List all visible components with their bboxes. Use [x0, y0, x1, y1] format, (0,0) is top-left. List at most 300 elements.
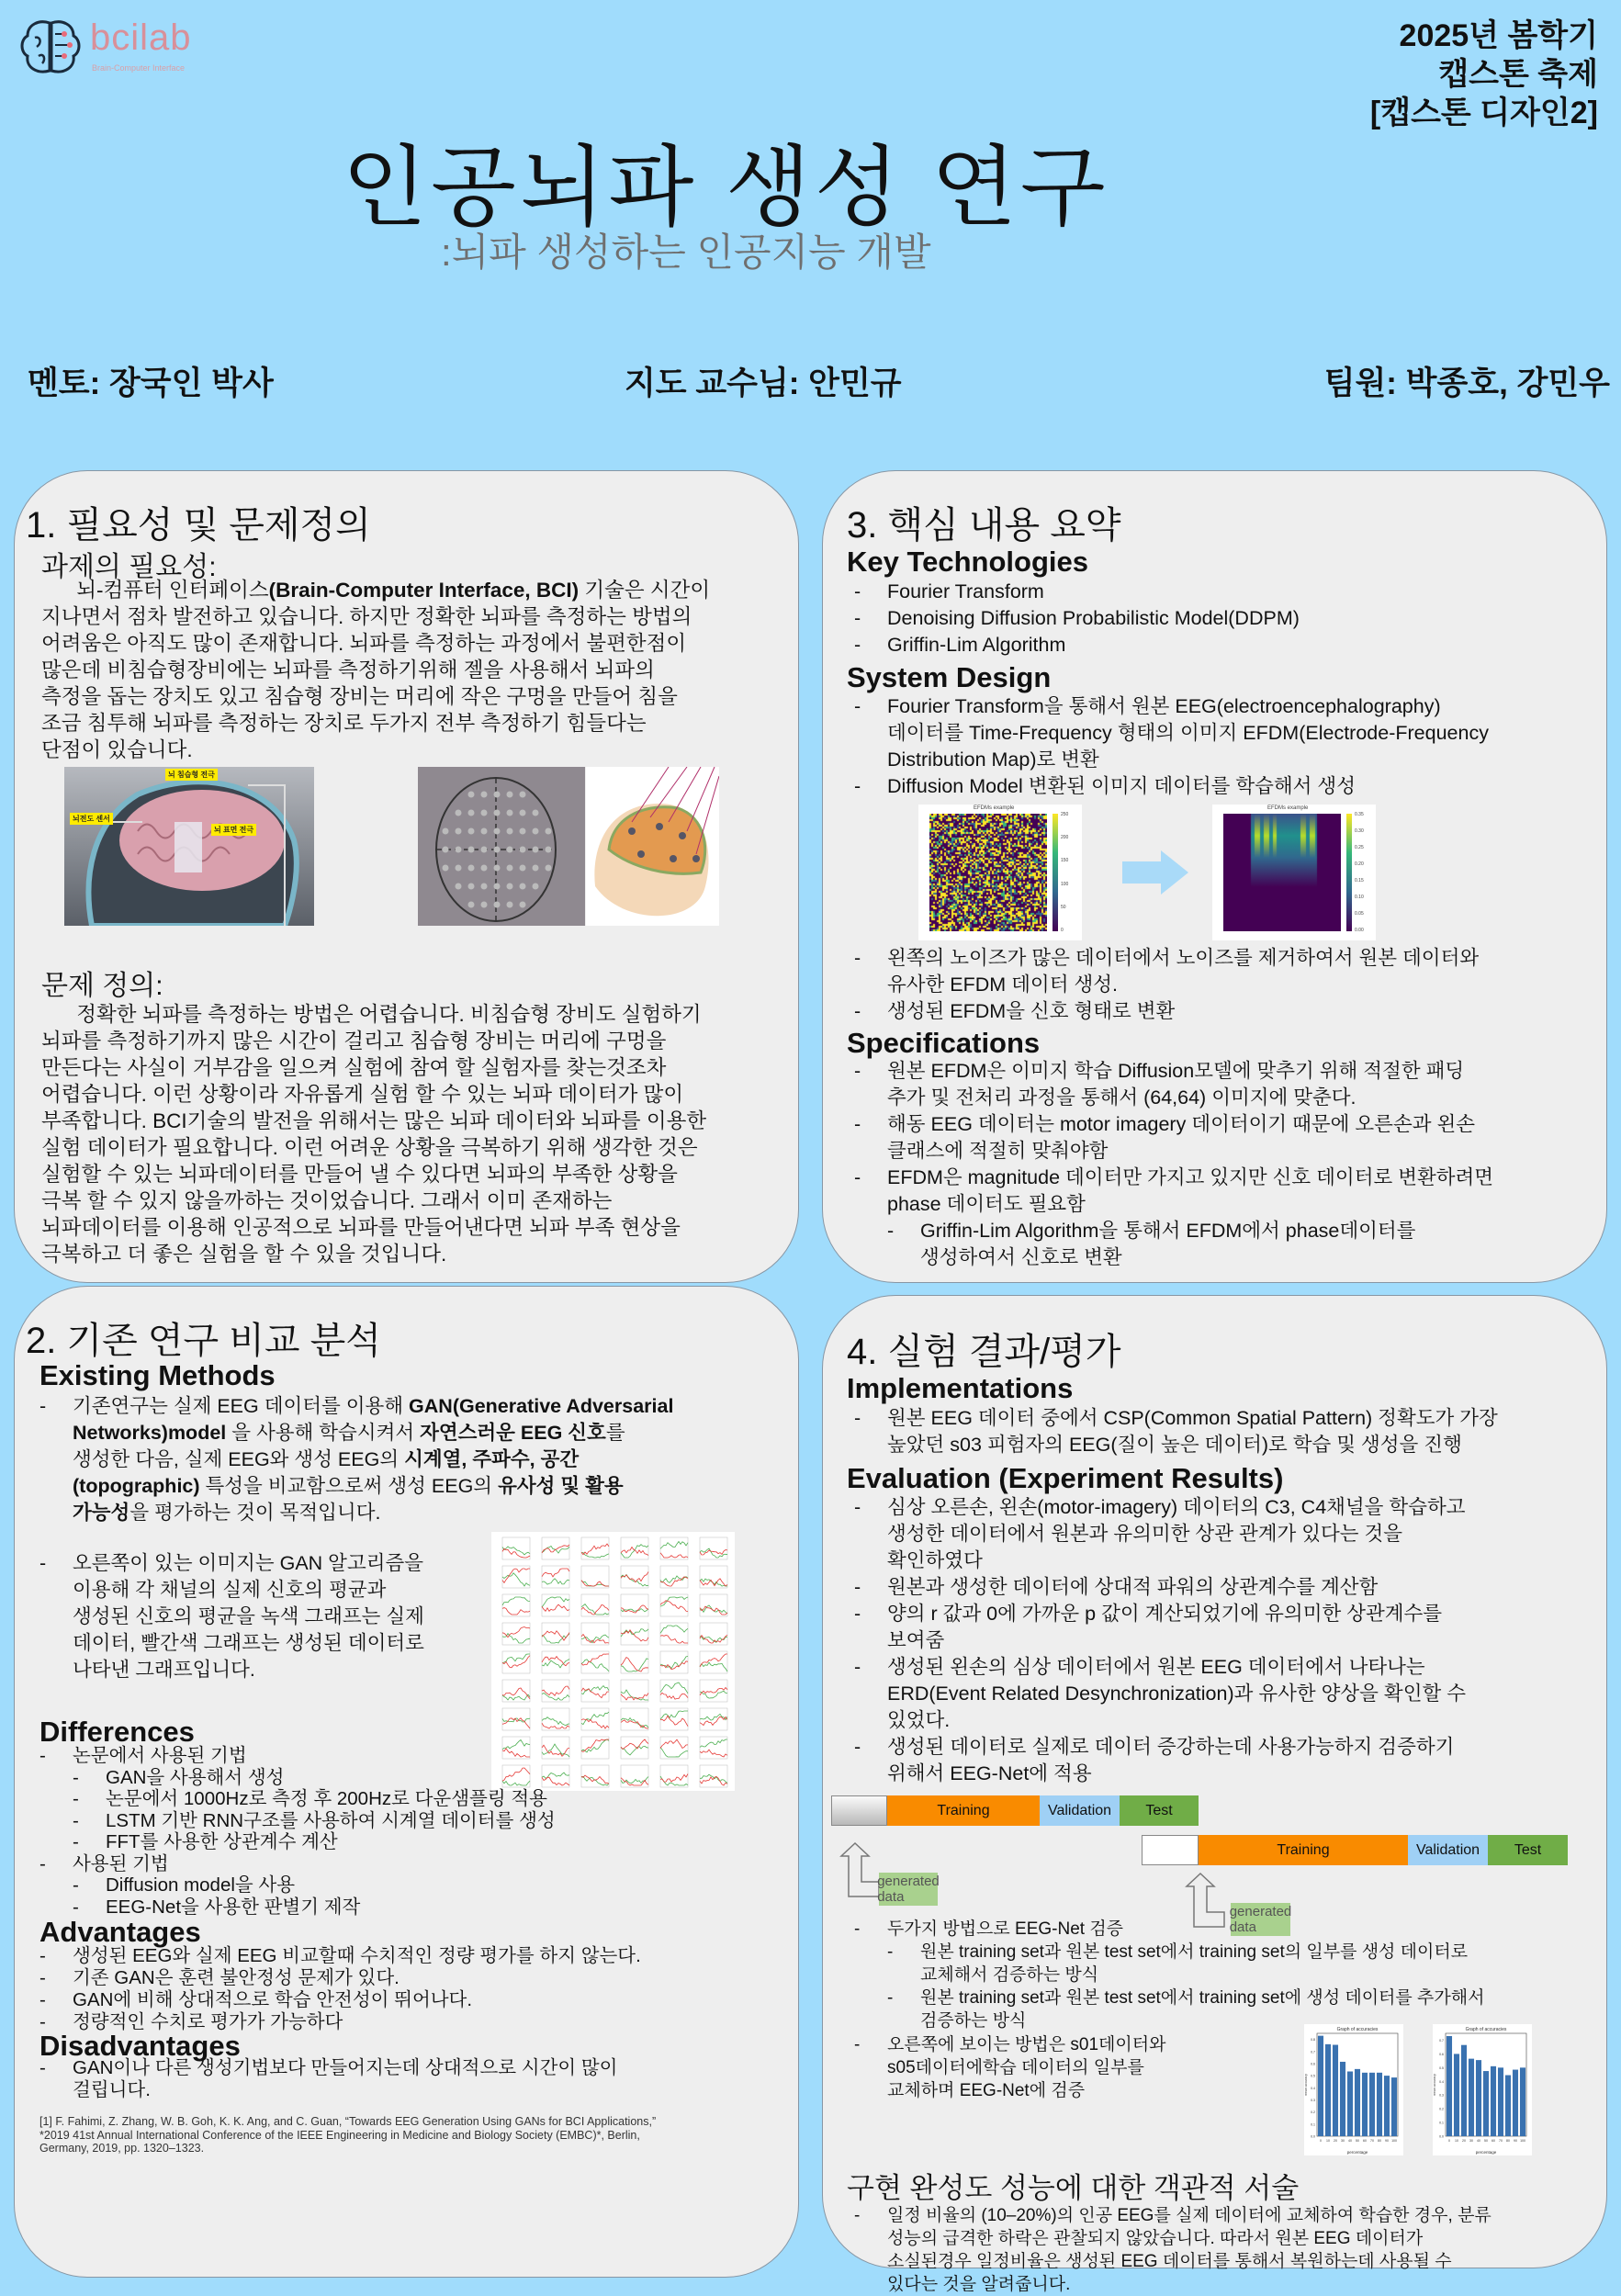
- bold-text: (Brain-Computer Interface, BCI): [268, 579, 580, 602]
- text-line: [41, 577, 710, 603]
- text-line: 만든다는 사실이 거부감을 일으켜 실험에 참여 할 실험자를 찾는것조차: [41, 1056, 667, 1079]
- generated-data-label: generated data: [877, 1874, 940, 1905]
- electrode-dot: [546, 865, 552, 872]
- generated-signal-line: [700, 1777, 727, 1786]
- x-tick-label: 30: [1341, 2139, 1345, 2143]
- bold-text: GAN(Generative Adversarial: [409, 1395, 674, 1417]
- y-tick-label: 0.3: [1311, 2098, 1315, 2102]
- chart-title: Graph of accuracies: [1336, 2027, 1379, 2032]
- accuracy-bar: [1347, 2072, 1353, 2136]
- differences-list: [39, 1745, 556, 1918]
- text-span: 을 평가하는 것이 목적입니다.: [129, 1502, 381, 1524]
- text-line: - 원본 training set과 원본 test set에서 training set에 생성 데이터를 추가해서: [854, 1986, 1484, 2009]
- logo-wordmark: bcilab: [90, 17, 192, 58]
- electrode-dot: [481, 847, 488, 853]
- real-signal-line: [700, 1739, 727, 1748]
- text-line: 실험 데이터가 필요합니다. 이런 어려운 상황을 극복하기 위해 생각한 것은: [41, 1136, 698, 1159]
- text-line: Germany, 2019, pp. 1320–1323.: [39, 2142, 205, 2155]
- real-signal-line: [660, 1626, 688, 1633]
- electrode-dot: [494, 828, 501, 835]
- electrode-dot: [533, 810, 539, 816]
- generated-signal-line: [700, 1579, 727, 1586]
- text-line: 지나면서 점차 발전하고 있습니다. 하지만 정확한 뇌파를 측정하는 방법의: [41, 605, 692, 628]
- accuracy-bar: [1476, 2060, 1481, 2136]
- accuracy-bar: [1513, 2070, 1518, 2136]
- y-tick-label: 0.5: [1311, 2074, 1315, 2078]
- text-line: 걸립니다.: [73, 2079, 151, 2100]
- poster-subtitle: :뇌파 생성하는 인공지능 개발: [441, 231, 931, 274]
- electrode-dot: [443, 847, 449, 853]
- accuracy-bar-chart-1: [1304, 2024, 1403, 2155]
- channel-plot: [621, 1537, 648, 1559]
- text-line: - 원본 EFDM은 이미지 학습 Diffusion모델에 맞추기 위해 적절한 패딩: [854, 1058, 1493, 1085]
- text-line: - 해동 EEG 데이터는 motor imagery 데이터이기 때문에 오른손과 왼손: [854, 1111, 1493, 1138]
- real-signal-line: [542, 1660, 569, 1668]
- real-signal-line: [502, 1634, 530, 1643]
- electrode-dot: [494, 865, 501, 872]
- electrode-dot: [507, 902, 513, 908]
- text-line: 있다는 것을 알려줍니다.: [887, 2275, 1071, 2294]
- accuracy-bar: [1520, 2067, 1525, 2136]
- training-segment: Training: [1199, 1835, 1408, 1865]
- x-tick-label: 80: [1506, 2139, 1510, 2143]
- generated-data-label: generated data: [1229, 1904, 1292, 1935]
- channel-plot: [700, 1537, 727, 1559]
- disadvantages-heading: Disadvantages: [39, 2030, 241, 2062]
- text-line: 있었다.: [887, 1709, 951, 1731]
- text-line: - Fourier Transform: [854, 579, 1300, 605]
- y-tick-label: 0.8: [1311, 2038, 1315, 2043]
- arrow-right-icon: [1122, 850, 1188, 895]
- text-line: - Denoising Diffusion Probabilistic Model(DDPM): [854, 605, 1300, 632]
- accuracy-bar: [1461, 2045, 1467, 2136]
- x-tick-label: 40: [1477, 2139, 1480, 2143]
- need-paragraph: [41, 577, 710, 763]
- y-tick-label: 0.6: [1439, 2052, 1444, 2056]
- bold-text: 유사성 및 활용: [498, 1475, 624, 1497]
- eeg-electrode-map-image: [418, 767, 585, 926]
- text-span: 기존연구는 실제 EEG 데이터를 이용해: [73, 1395, 410, 1417]
- y-tick-label: 0.0: [1439, 2134, 1444, 2139]
- text-line: 추가 및 전처리 과정을 통해서 (64,64) 이미지에 맞춘다.: [887, 1086, 1356, 1109]
- electrode-dot: [481, 884, 488, 890]
- channel-plot: [581, 1765, 609, 1787]
- channel-plot: [502, 1594, 530, 1616]
- text-line: 확인하였다: [887, 1549, 983, 1571]
- text-line: [39, 1446, 673, 1473]
- y-tick-label: 0.2: [1311, 2110, 1315, 2115]
- channel-plot: [542, 1623, 569, 1645]
- noisy-efdm-heatmap: [929, 814, 1047, 931]
- accuracy-bar: [1318, 2036, 1323, 2136]
- text-span: 뇌-컴퓨터 인터페이스: [76, 579, 269, 602]
- y-tick-label: 0.1: [1311, 2122, 1315, 2127]
- electrode-dot: [468, 828, 475, 835]
- colorbar: [1346, 814, 1352, 931]
- text-line: - EEG-Net을 사용한 판별기 제작: [39, 1896, 556, 1919]
- channel-plot: [581, 1566, 609, 1588]
- text-line: 교체하며 EEG-Net에 검증: [887, 2081, 1086, 2100]
- real-signal-line: [502, 1597, 530, 1605]
- text-line: - FFT를 사용한 상관계수 계산: [39, 1831, 556, 1853]
- need-heading: 과제의 필요성:: [41, 552, 217, 582]
- s01-s05-description: [854, 2033, 1165, 2102]
- x-tick-label: 70: [1499, 2139, 1503, 2143]
- advisor: 지도 교수님: 안민규: [625, 366, 902, 401]
- validation-segment: Validation: [1408, 1835, 1488, 1865]
- electrode-dot: [520, 865, 526, 872]
- x-tick-label: 10: [1326, 2139, 1330, 2143]
- x-tick-label: 10: [1455, 2139, 1458, 2143]
- text-line: 클래스에 적절히 맞춰야함: [887, 1140, 1109, 1162]
- electrode-dot: [520, 884, 526, 890]
- implementations-list: [854, 1405, 1498, 1458]
- text-line: 이용해 각 채널의 실제 신호의 평균과: [73, 1579, 387, 1601]
- accuracy-bar: [1483, 2071, 1489, 2136]
- channel-plot: [621, 1765, 648, 1787]
- y-tick-label: 0.7: [1439, 2038, 1444, 2043]
- accuracy-bar: [1369, 2073, 1375, 2136]
- text-line: 교체해서 검증하는 방식: [920, 1965, 1099, 1985]
- y-axis-label: mean accuracy: [1433, 2074, 1436, 2096]
- y-tick-label: 0.6: [1311, 2062, 1315, 2066]
- system-design-heading: System Design: [847, 661, 1052, 693]
- real-signal-line: [660, 1711, 688, 1719]
- accuracy-bar: [1384, 2076, 1390, 2136]
- colorbar: [1053, 814, 1058, 931]
- generated-signal-line: [621, 1694, 648, 1700]
- colorbar-tick: 150: [1061, 858, 1069, 864]
- text-line: phase 데이터도 필요함: [887, 1193, 1086, 1215]
- x-axis-label: percentage: [1475, 2150, 1497, 2155]
- electrode-dot: [533, 884, 539, 890]
- generated-signal-line: [542, 1723, 569, 1728]
- real-signal-line: [581, 1712, 609, 1725]
- accuracy-bar: [1362, 2073, 1368, 2136]
- text-line: - 생성된 데이터로 실제로 데이터 증강하는데 사용가능하지 검증하기: [854, 1734, 1466, 1761]
- generated-signal-line: [660, 1739, 688, 1748]
- electrode-dot: [494, 884, 501, 890]
- text-line: [1] F. Fahimi, Z. Zhang, W. B. Goh, K. K. Ang, and C. Guan, “Towards EEG Generation Using GANs for BCI Applications,”: [39, 2115, 657, 2128]
- accuracy-bar: [1391, 2077, 1397, 2136]
- x-tick-label: 80: [1378, 2139, 1381, 2143]
- text-line: [39, 1473, 673, 1500]
- problem-heading: 문제 정의:: [41, 971, 163, 1001]
- real-signal-line: [660, 1683, 688, 1694]
- real-signal-line: [660, 1657, 688, 1669]
- eeg-sensor-label: 뇌전도 센서: [70, 813, 113, 825]
- surface-electrode-label: 뇌 표면 전극: [211, 824, 256, 836]
- colorbar-tick: 50: [1061, 904, 1066, 910]
- electrode-dot: [520, 847, 526, 853]
- electrode-dot: [494, 792, 501, 798]
- electrode-dot: [533, 865, 539, 872]
- system-design-list-2: [854, 945, 1479, 1025]
- electrode-dot: [533, 847, 539, 853]
- real-signal-line: [581, 1776, 609, 1785]
- festival: 캡스톤 축제: [1438, 57, 1598, 92]
- text-line: 극복하고 더 좋은 실험을 할 수 있을 것입니다.: [41, 1243, 447, 1266]
- text-line: - GAN이나 다른 생성기법보다 만들어지는데 상대적으로 시간이 많이: [39, 2057, 617, 2079]
- real-signal-line: [542, 1717, 569, 1726]
- electrode-dot: [494, 902, 501, 908]
- y-tick-label: 0.0: [1311, 2134, 1315, 2139]
- text-line: 극복 할 수 있지 않을까하는 것이었습니다. 그래서 이미 존재하는: [41, 1189, 613, 1212]
- text-line: 뇌파를 측정하기까지 많은 시간이 걸리고 침습형 장비는 머리에 구멍을: [41, 1030, 667, 1052]
- text-line: - 오른쪽이 있는 이미지는 GAN 알고리즘을: [39, 1550, 424, 1577]
- poster-title: 인공뇌파 생성 연구: [342, 139, 1109, 237]
- generated-signal-line: [542, 1604, 569, 1611]
- text-line: s05데이터에학습 데이터의 일부를: [887, 2058, 1144, 2077]
- generated-signal-line: [581, 1544, 609, 1555]
- bold-text: Networks)model: [73, 1422, 227, 1444]
- channel-plot: [660, 1537, 688, 1559]
- electrode-dot: [507, 847, 513, 853]
- electrode-dot: [481, 902, 488, 908]
- electrode-dot: [468, 902, 475, 908]
- accuracy-bar-chart-2: [1433, 2024, 1532, 2155]
- electrode-dot: [443, 828, 449, 835]
- reference: [39, 2115, 656, 2155]
- text-line: - Diffusion Model 변환된 이미지 데이터를 학습해서 생성: [854, 773, 1489, 800]
- event-info: [1370, 17, 1598, 132]
- x-tick-label: 40: [1348, 2139, 1352, 2143]
- accuracy-bar: [1325, 2044, 1331, 2136]
- colorbar-tick: 0.30: [1355, 828, 1364, 834]
- mentor: 멘토: 장국인 박사: [28, 366, 274, 401]
- electrode-dot: [468, 884, 475, 890]
- differences-heading: Differences: [39, 1716, 195, 1748]
- electrode-dot: [507, 865, 513, 872]
- text-line: - 논문에서 1000Hz로 측정 후 200Hz로 다운샘플링 적용: [39, 1788, 556, 1810]
- evaluation-list: [854, 1494, 1466, 1787]
- bold-text: (topographic): [73, 1475, 200, 1497]
- channel-plot: [660, 1680, 688, 1702]
- colorbar-tick: 0.15: [1355, 878, 1364, 884]
- electrode-dot: [468, 865, 475, 872]
- real-signal-line: [621, 1777, 648, 1784]
- real-signal-line: [542, 1579, 569, 1584]
- channel-plot: [542, 1651, 569, 1673]
- text-line: 조금 침투해 뇌파를 측정하는 장치로 두가지 전부 측정하기 힘들다는: [41, 712, 647, 735]
- semester: 2025년 봄학기: [1399, 18, 1598, 53]
- text-line: 측정을 돕는 장치도 있고 침습형 장비는 머리에 작은 구멍을 만들어 침을: [41, 685, 678, 708]
- summary-list: [854, 2204, 1492, 2296]
- colorbar-tick: 0: [1061, 927, 1064, 933]
- text-line: - 생성된 EEG와 실제 EEG 비교할때 수치적인 정량 평가를 하지 않는다.: [39, 1945, 641, 1967]
- electrode-dot: [443, 865, 449, 872]
- section-2-title: 2. 기존 연구 비교 분석: [26, 1321, 381, 1361]
- text-line: - 원본 training set과 원본 test set에서 training set의 일부를 생성 데이터로: [854, 1941, 1484, 1964]
- text-line: 검증하는 방식: [920, 2011, 1027, 2031]
- colorbar-tick: 0.00: [1355, 928, 1364, 933]
- real-signal-line: [700, 1548, 727, 1558]
- system-design-list: [854, 693, 1489, 800]
- x-tick-label: 60: [1492, 2139, 1495, 2143]
- x-tick-label: 30: [1469, 2139, 1473, 2143]
- generated-signal-line: [621, 1739, 648, 1750]
- y-tick-label: 0.4: [1311, 2086, 1315, 2090]
- text-line: - Diffusion model을 사용: [39, 1874, 556, 1896]
- real-signal-line: [621, 1659, 648, 1671]
- accuracy-bar: [1355, 2069, 1360, 2136]
- accuracy-bar: [1377, 2073, 1382, 2136]
- electrode-dot: [456, 828, 462, 835]
- text-line: 생성된 신호의 평균을 녹색 그래프는 실제: [73, 1605, 424, 1627]
- electrode-dot: [507, 828, 513, 835]
- generated-signal-line: [581, 1739, 609, 1751]
- generated-signal-line: [660, 1693, 688, 1699]
- generated-signal-line: [660, 1553, 688, 1558]
- text-line: - 원본과 생성한 데이터에 상대적 파워의 상관계수를 계산함: [854, 1574, 1466, 1601]
- accuracy-bar: [1491, 2066, 1496, 2136]
- section-3-title: 3. 핵심 내용 요약: [847, 505, 1121, 546]
- existing-methods-list: [39, 1393, 673, 1526]
- text-line: 소실된경우 일정비율은 생성된 EEG 데이터를 통해서 복원하는데 사용될 수: [887, 2252, 1452, 2271]
- test-segment: Test: [1488, 1835, 1568, 1865]
- real-signal-line: [700, 1662, 727, 1671]
- arrow-up-icon: [839, 1841, 881, 1898]
- y-tick-label: 0.5: [1439, 2065, 1444, 2070]
- brain-logo-icon: [18, 16, 83, 80]
- generated-signal-line: [542, 1569, 569, 1577]
- efdm-title: EFDMs example: [974, 805, 1015, 811]
- section-1-title: 1. 필요성 및 문제정의: [26, 505, 371, 546]
- text-line: - 왼쪽의 노이즈가 많은 데이터에서 노이즈를 제거하여서 원본 데이터와: [854, 945, 1479, 972]
- existing-methods-heading: Existing Methods: [39, 1359, 276, 1391]
- x-tick-label: 50: [1356, 2139, 1359, 2143]
- test-segment: Test: [1120, 1795, 1199, 1826]
- electrode-dot: [468, 847, 475, 853]
- colorbar-tick: 200: [1061, 835, 1069, 841]
- text-line: - 기존 GAN은 훈련 불안정성 문제가 있다.: [39, 1967, 641, 1989]
- electrode-dot: [520, 792, 526, 798]
- x-tick-label: 60: [1363, 2139, 1367, 2143]
- text-line: - Fourier Transform을 통해서 원본 EEG(electroencephalography): [854, 693, 1489, 720]
- text-line: - 사용된 기법: [39, 1853, 556, 1875]
- text-line: 나타낸 그래프입니다.: [73, 1659, 255, 1681]
- electrode-dot: [481, 828, 488, 835]
- channel-plot: [660, 1651, 688, 1673]
- electrode-dot: [520, 902, 526, 908]
- text-line: 부족합니다. BCI기술의 발전을 위해서는 많은 뇌파 데이터와 뇌파를 이용한: [41, 1109, 707, 1132]
- text-line: [39, 1420, 673, 1446]
- text-line: 높았던 s03 피험자의 EEG(질이 높은 데이터)로 학습 및 생성을 진행: [887, 1434, 1462, 1456]
- x-tick-label: 0: [1448, 2139, 1450, 2143]
- colorbar-tick: 0.05: [1355, 911, 1364, 917]
- key-technologies-list: [854, 579, 1300, 658]
- text-line: - 두가지 방법으로 EEG-Net 검증: [854, 1918, 1484, 1941]
- x-tick-label: 20: [1462, 2139, 1466, 2143]
- advantages-heading: Advantages: [39, 1916, 201, 1948]
- generated-signal-line: [621, 1548, 648, 1556]
- text-line: - 원본 EEG 데이터 중에서 CSP(Common Spatial Pattern) 정확도가 가장: [854, 1405, 1498, 1432]
- y-tick-label: 0.3: [1439, 2093, 1444, 2098]
- channel-plot: [700, 1680, 727, 1702]
- team-members: 팀원: 박종호, 강민우: [1323, 366, 1610, 401]
- x-tick-label: 100: [1520, 2139, 1525, 2143]
- y-tick-label: 0.1: [1439, 2121, 1444, 2125]
- accuracy-bar: [1340, 2062, 1345, 2136]
- electrode-dot: [468, 792, 475, 798]
- training-segment: Training: [887, 1795, 1040, 1826]
- generated-signal-line: [700, 1750, 727, 1757]
- text-line: - LSTM 기반 RNN구조를 사용하여 시계열 데이터를 생성: [39, 1810, 556, 1832]
- electrode-dot: [520, 828, 526, 835]
- generated-signal-line: [660, 1661, 688, 1670]
- text-line: 어려움은 아직도 많이 존재합니다. 뇌파를 측정하는 과정에서 불편한점이: [41, 632, 687, 655]
- invasive-bci-illustration: [64, 767, 314, 926]
- text-line: 실험할 수 있는 뇌파데이터를 만들어 낼 수 있다면 뇌파의 부족한 상황을: [41, 1163, 678, 1186]
- colorbar-tick: 0.25: [1355, 845, 1364, 850]
- validation-segment: Validation: [1040, 1795, 1120, 1826]
- text-line: - Griffin-Lim Algorithm: [854, 632, 1300, 658]
- generated-signal-line: [660, 1774, 688, 1783]
- x-tick-label: 50: [1484, 2139, 1488, 2143]
- summary-heading: 구현 완성도 성능에 대한 객관적 서술: [847, 2172, 1300, 2204]
- text-line: - 정량적인 수치로 평가가 가능하다: [39, 2011, 641, 2033]
- electrode-dot: [520, 810, 526, 816]
- electrode-dot: [468, 810, 475, 816]
- specifications-list: [854, 1058, 1493, 1271]
- colorbar-tick: 0.35: [1355, 812, 1364, 817]
- generated-signal-line: [542, 1545, 569, 1553]
- text-line: - 오른쪽에 보이는 방법은 s01데이터와: [854, 2033, 1165, 2056]
- bold-text: 자연스러운 EEG 신호: [420, 1422, 606, 1444]
- real-signal-line: [660, 1776, 688, 1785]
- text-line: 성능의 급격한 하락은 관찰되지 않았습니다. 따라서 원본 EEG 데이터가: [887, 2229, 1424, 2248]
- real-signal-line: [581, 1553, 609, 1558]
- efdm-title: EFDMs example: [1267, 805, 1309, 811]
- electrode-dot: [494, 810, 501, 816]
- text-line: 데이터를 Time-Frequency 형태의 이미지 EFDM(Electrode-Frequency: [887, 722, 1489, 744]
- text-line: - GAN을 사용해서 생성: [39, 1767, 556, 1789]
- text-line: - GAN에 비해 상대적으로 학습 안전성이 뛰어나다.: [39, 1989, 641, 2011]
- x-tick-label: 90: [1385, 2139, 1389, 2143]
- x-axis-label: percentage: [1346, 2150, 1368, 2155]
- electrode-dot: [507, 810, 513, 816]
- text-line: [39, 1393, 673, 1420]
- text-line: 단점이 있습니다.: [41, 738, 193, 761]
- text-line: 정확한 뇌파를 측정하는 방법은 어렵습니다. 비침습형 장비도 실험하기: [76, 1003, 702, 1026]
- text-line: - 생성된 EFDM을 신호 형태로 변환: [854, 998, 1479, 1025]
- electrode-dot: [546, 847, 552, 853]
- generated-signal-line: [621, 1720, 648, 1728]
- y-tick-label: 0.2: [1439, 2107, 1444, 2111]
- colorbar-tick: 250: [1061, 812, 1069, 817]
- generated-signal-line: [502, 1656, 530, 1668]
- electrode-dot: [481, 792, 488, 798]
- real-signal-line: [700, 1691, 727, 1698]
- evaluation-heading: Evaluation (Experiment Results): [847, 1462, 1284, 1494]
- generated-signal-line: [502, 1608, 530, 1615]
- generated-signal-line: [581, 1688, 609, 1697]
- electrode-dot: [546, 828, 552, 835]
- specifications-heading: Specifications: [847, 1027, 1041, 1059]
- electrode-dot: [507, 884, 513, 890]
- electrode-dot: [507, 792, 513, 798]
- accuracy-bar: [1447, 2036, 1452, 2136]
- chart-title: Graph of accuracies: [1465, 2027, 1507, 2032]
- text-span: 을 사용해 학습시켜서: [226, 1422, 421, 1444]
- logo-tagline: Brain-Computer Interface: [92, 63, 186, 73]
- text-line: - Griffin-Lim Algorithm을 통해서 EFDM에서 phase데이터를: [854, 1218, 1493, 1244]
- text-line: - EFDM은 magnitude 데이터만 가지고 있지만 신호 데이터로 변환하려면: [854, 1165, 1493, 1191]
- real-signal-line: [660, 1542, 688, 1549]
- channel-plot: [621, 1594, 648, 1616]
- real-signal-line: [660, 1748, 688, 1758]
- denoised-efdm-figure: [1212, 805, 1376, 940]
